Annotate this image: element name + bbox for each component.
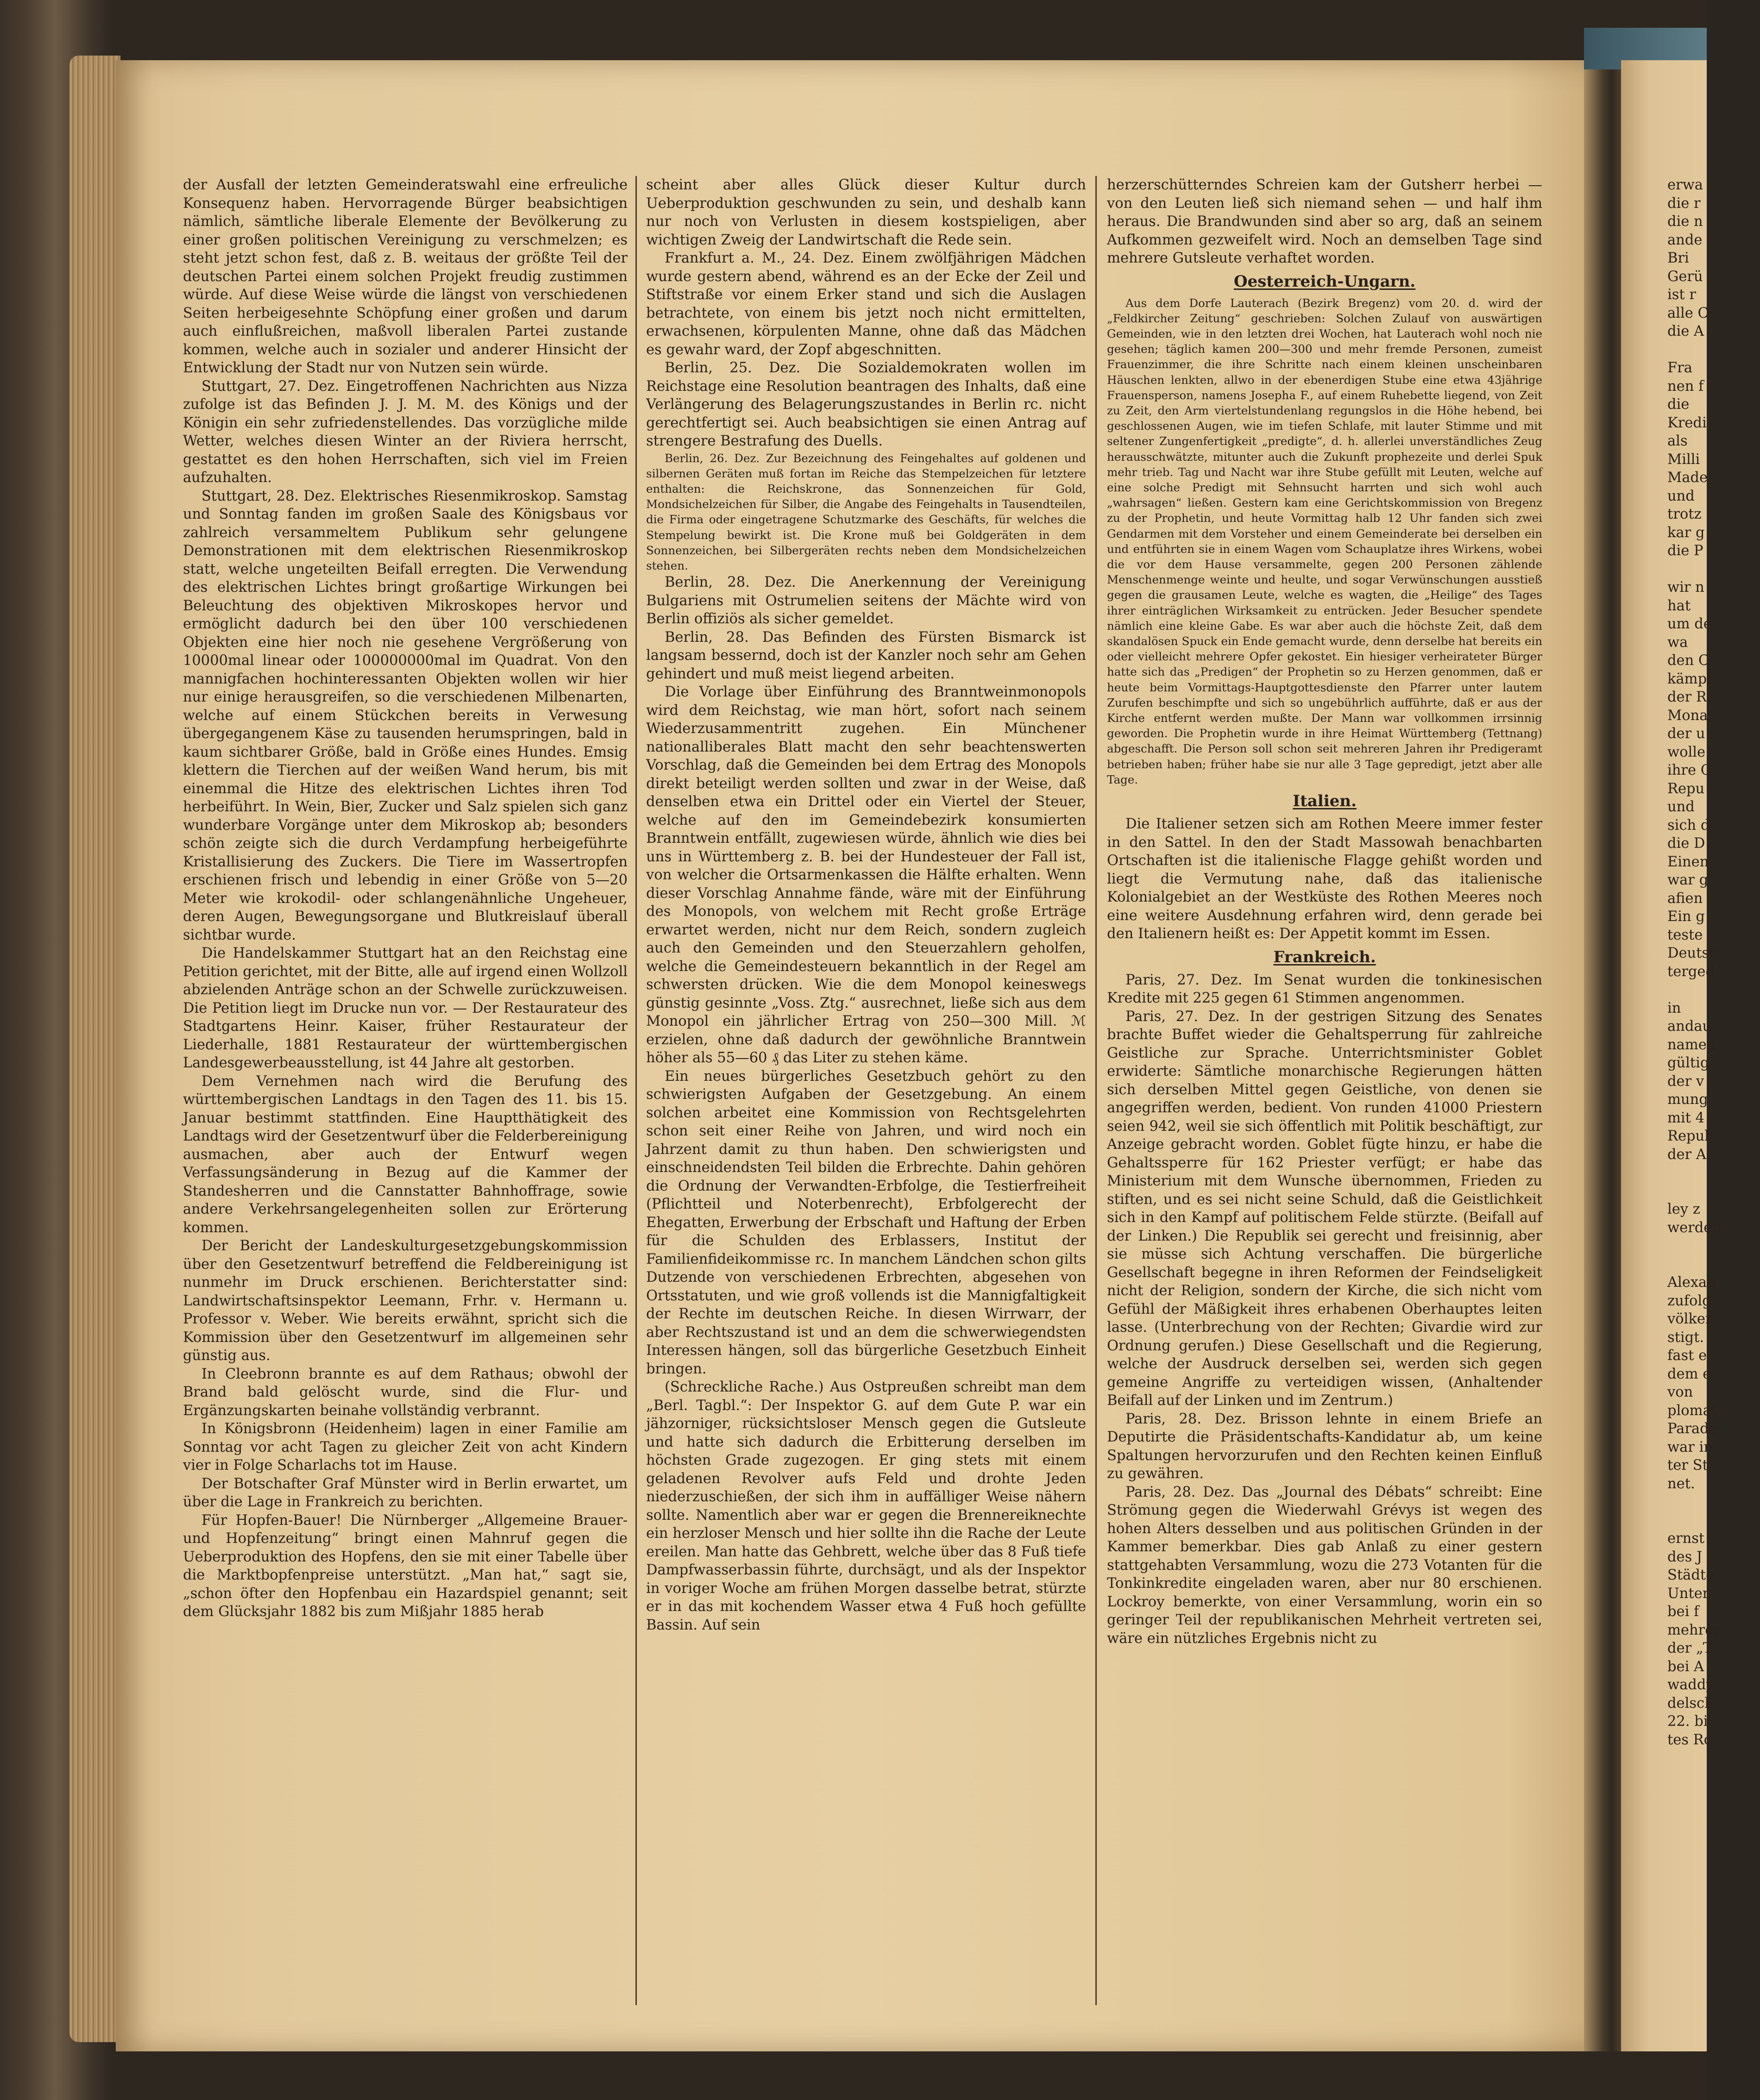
facing-page-line: fast e	[1667, 1348, 1707, 1364]
facing-page-line	[1667, 981, 1760, 999]
article-paragraph: Die Vorlage über Einführung des Branntweinmonopols wird dem Reichstag, wie man hört, sofort nach seinem Wiederzusammentritt zugehen. Ein Münchener nationalliberales Blatt macht den sehr beachtenswerten Vorschlag, daß die Gemeinden bei dem Ertrag des Monopols direkt beteiligt werden sollten und zwar in der Weise, daß denselben etwa ein Drittel oder ein Viertel der Steuer, welche auf den im Gemeindebezirk konsumierten Branntwein entfällt, zugewiesen würde, ähnlich wie dies bei uns in Württemberg z. B. bei der Hundesteuer der Fall ist, von welcher die Ortsarmenkassen die Hälfte erhalten. Wenn dieser Vorschlag Annahme fände, wäre mit der Einführung des Monopols, von welchem mit Recht große Erträge erwartet werden, nicht nur dem Reich, sondern zugleich auch den Gemeinden und den Steuerzahlern geholfen, welche die Gemeindesteuern bekanntlich in der Regel am schwersten drücken. Wie die dem Monopol keineswegs günstig gesinnte „Voss. Ztg.“ ausrechnet, ließe sich aus dem Monopol ein jährlicher Ertrag von 250—300 Mill. ℳ erzielen, ohne daß dadurch der gewöhnliche Branntwein höher als 55—60 ₰ das Liter zu stehen käme.	[646, 684, 1086, 1066]
facing-page-line: dem e	[1667, 1366, 1711, 1382]
facing-page-line: war g	[1667, 872, 1709, 888]
article-paragraph: Berlin, 26. Dez. Zur Bezeichnung des Feingehaltes auf goldenen und silbernen Geräten muß fortan im Reiche das Stempelzeichen für letztere enthalten: die Reichskrone, das Sonnenzeichen für Gold, Mondsichelzeichen für Silber, die Angabe des Feingehalts in Tausendteilen, die Firma oder eingetragene Schutzmarke des Geschäfts, für welches die Stempelung bewirkt ist. Die Krone muß bei Goldgeräten in dem Sonnenzeichen, bei Silbergeräten rechts neben dem Mondsichelzeichen stehen.	[646, 451, 1086, 572]
facing-page-line: der u	[1667, 726, 1705, 742]
article-paragraph: Berlin, 28. Dez. Die Anerkennung der Vereinigung Bulgariens mit Ostrumelien seitens der Mächte wird von Berlin offiziös als sicher gemeldet.	[646, 574, 1086, 627]
facing-page-line: nen f	[1667, 378, 1704, 395]
facing-page-line	[1667, 341, 1760, 359]
facing-page-line: delsch	[1667, 1695, 1714, 1711]
article-paragraph: Die Italiener setzen sich am Rothen Meere immer fester in den Sattel. In den der Stadt Massowah benachbarten Ortschaften ist die italienische Flagge gehißt worden und liegt die Vermutung nahe, daß das italienische Kolonialgebiet an der Westküste des Rothen Meeres noch eine weitere Ausdehnung erfahren wird, denn gerade bei den Italienern heißt es: Der Appetit kommt im Essen.	[1107, 816, 1542, 942]
article-paragraph: Paris, 28. Dez. Brisson lehnte in einem Briefe an Deputirte die Präsidentschafts-Kandidatur ab, um keine Spaltungen hervorzurufen und den Rechten keinen Einfluß zu gewähren.	[1107, 1410, 1542, 1482]
facing-page-line: tes Ro	[1667, 1731, 1712, 1748]
article-paragraph: Die Handelskammer Stuttgart hat an den Reichstag eine Petition gerichtet, mit der Bitte, alle auf irgend einen Wollzoll abzielenden Anträge schon an der Schwelle zurückzuweisen. Die Petition liegt im Drucke nun vor. — Der Restaurateur des Stadtgartens Heinr. Kaiser, früher Restaurateur der Liederhalle, 1881 Restaurateur der württembergischen Landesgewerbeausstellung, ist 44 Jahre alt gestorben.	[183, 945, 628, 1071]
facing-page-line: ernst	[1667, 1530, 1705, 1547]
facing-page-line: ihre C	[1667, 762, 1712, 778]
facing-page-line: als	[1667, 433, 1688, 449]
article-paragraph: Dem Vernehmen nach wird die Berufung des württembergischen Landtags in den Tagen des 11. bis 15. Januar bestimmt stattfinden. Eine Hauptthätigkeit des Landtags wird der Gesetzentwurf über die Felderbereinigung ausmachen, aber auch der Entwurf wegen Verfassungsänderung in Bezug auf die Kammer der Standesherren und die Cannstatter Bahnhoffrage, sowie andere Verkehrsangelegenheiten sollen zur Erörterung kommen.	[183, 1073, 628, 1236]
facing-page-line: mung.	[1667, 1091, 1713, 1108]
facing-page-line: afien	[1667, 890, 1703, 907]
facing-page-line: waddy	[1667, 1677, 1714, 1693]
facing-page-text	[1667, 176, 1760, 1749]
facing-page-line: zufolg	[1667, 1292, 1711, 1309]
facing-page-line	[1667, 1255, 1760, 1274]
facing-page-line: Städte	[1667, 1567, 1715, 1583]
facing-page-line: war in	[1667, 1439, 1713, 1455]
facing-page-line: plomat	[1667, 1402, 1717, 1419]
facing-page-line: der v	[1667, 1073, 1704, 1090]
facing-page-line: der A	[1667, 1146, 1706, 1163]
facing-page-line: die A	[1667, 323, 1704, 339]
article-paragraph: Frankfurt a. M., 24. Dez. Einem zwölfjährigen Mädchen wurde gestern abend, während es an der Ecke der Zeil und Stiftstraße vor einem Erker stand und sich die Auslagen betrachtete, von einem bis jetzt noch nicht ermittelten, erwachsenen, körpulenten Manne, ohne daß das Mädchen es gewahr ward, der Zopf abgeschnitten.	[646, 250, 1086, 358]
facing-page-line	[1667, 560, 1760, 579]
facing-page-line: Fra	[1667, 360, 1692, 376]
facing-page-line: der „T	[1667, 1640, 1712, 1656]
article-paragraph: In Cleebronn brannte es auf dem Rathaus; obwohl der Brand bald gelöscht wurde, sind die Flur- und Ergänzungskarten beinahe vollständig verbrannt.	[183, 1366, 628, 1419]
facing-page-line: bei A	[1667, 1658, 1704, 1675]
article-paragraph: Stuttgart, 28. Dez. Elektrisches Riesenmikroskop. Samstag und Sonntag fanden im großen Saale des Königsbaus vor zahlreich versammeltem Publikum sehr gelungene Demonstrationen mit dem elektrischen Riesenmikroskop statt, welche ungeteilten Beifall erregten. Die Verwendung des elektrischen Lichtes bringt großartige Wirkungen bei Beleuchtung des objektiven Mikroskopes hervor und ermöglicht dadurch bei den über 100 verschiedenen Objekten eine hier noch nie gesehene Vergrößerung von 10000mal linear oder 100000000mal im Quadrat. Von den mannigfachen hochinteressanten Objekten wollen wir hier nur einige herausgreifen, so die verschiedenen Milbenarten, welche auf einem Stückchen bereits in Verwesung übergegangenem Käse zu tausenden herumspringen, bald in kaum sichtbarer Größe, bald in Größe eines Hundes. Emsig klettern die Tierchen auf der weißen Wand herum, bis mit einemmal die Hitze des elektrischen Lichtes ihren Tod herbeiführt. In Wein, Bier, Zucker und Salz spielen sich ganz wunderbare Vorgänge unter dem Mikroskop ab; besonders schön zeigte sich die durch Verdampfung herbeigeführte Kristallisierung des Zuckers. Die Tiere im Wassertropfen erschienen frisch und lebendig in einer Größe von 5—20 Meter wie krokodil- oder schlangenähnliche Ungeheuer, deren Augen, Bewegungsorgane und Blutkreislauf überall sichtbar wurde.	[183, 488, 628, 943]
facing-page-line: Mona	[1667, 707, 1708, 724]
article-paragraph: Paris, 27. Dez. Im Senat wurden die tonkinesischen Kredite mit 225 gegen 61 Stimmen angenommen.	[1107, 972, 1542, 1006]
facing-page-line: teste	[1667, 927, 1703, 943]
facing-page-line: ist r	[1667, 287, 1696, 303]
facing-page-line: des J	[1667, 1548, 1703, 1565]
article-paragraph: In Königsbronn (Heidenheim) lagen in einer Familie am Sonntag vor acht Tagen zu gleicher Zeit von acht Kindern vier in Folge Scharlachs tot im Hause.	[183, 1421, 628, 1473]
facing-page-line: andau	[1667, 1018, 1712, 1034]
column-2	[646, 176, 1086, 2010]
facing-page-line: trotz	[1667, 506, 1702, 522]
facing-page-line: sich d	[1667, 817, 1710, 834]
facing-page-line: stigt.	[1667, 1329, 1704, 1346]
article-paragraph: Für Hopfen-Bauer! Die Nürnberger „Allgemeine Brauer- und Hopfenzeitung“ bringt einen Mahnruf gegen die Ueberproduktion des Hopfens, den sie mit einer Tabelle über die Marktbopfenpreise unterstützt. „Man hat,“ sagt sie, „schon öfter den Hopfenbau ein Hazardspiel genannt; seit dem Glücksjahr 1882 bis zum Mißjahr 1885 herab	[183, 1512, 628, 1620]
facing-page-line	[1667, 1164, 1760, 1182]
article-paragraph: Der Botschafter Graf Münster wird in Berlin erwartet, um über die Lage in Frankreich zu berichten.	[183, 1475, 628, 1510]
article-paragraph: scheint aber alles Glück dieser Kultur durch Ueberproduktion geschwunden zu sein, und deshalb kann nur noch von Verlusten in diesem kostspieligen, aber wichtigen Zweig der Landwirtschaft die Rede sein.	[646, 177, 1086, 248]
facing-page-line	[1667, 1493, 1760, 1511]
facing-page-line: Deutsc	[1667, 945, 1717, 961]
facing-page-line: die n	[1667, 213, 1703, 230]
facing-page-line: die	[1667, 396, 1690, 413]
facing-page-line	[1667, 1511, 1760, 1530]
facing-page-line: mehrer	[1667, 1622, 1720, 1638]
article-paragraph: Paris, 27. Dez. In der gestrigen Sitzung des Senates brachte Buffet wieder die Gehaltsperrung für zahlreiche Geistliche zur Sprache. Unterrichtsminister Goblet erwiderte: Sämtliche monarchische Regierungen hätten sich derselben Mittel gegen Geistliche, von denen sie angegriffen werden, bedient. Von runden 41000 Priestern seien 942, weil sie sich öffentlich mit Politik beschäftigt, zur Anzeige gebracht worden. Goblet fügte hinzu, er habe die Gehaltssperre für 162 Priester verfügt; er habe das Ministerium mit dem Wunsche übernommen, Frieden zu stiften, und es sei nicht seine Schuld, daß die Geistlichkeit sich in den Kampf auf politischem Felde stürzte. (Beifall auf der Linken.) Die Republik sei gerecht und freisinnig, aber sie müsse sich Achtung verschaffen. Die bürgerliche Gesellschaft begegne in ihren Reformen der Feindseligkeit nicht der Religion, sondern der Kirche, die sich nicht vom Gefühl der Mäßigkeit ihres erhabenen Oberhauptes leiten lasse. (Unterbrechung von der Rechten; Givardie wird zur Ordnung gerufen.) Diese Gesellschaft und die Regierung, welche der Ausdruck derselben sei, werden sich gegen gemeine Angriffe zu verteidigen wissen, (Anhaltender Beifall auf der Linken und im Zentrum.)	[1107, 1008, 1542, 1409]
facing-page-line: bei f	[1667, 1604, 1699, 1620]
article-paragraph: (Schreckliche Rache.) Aus Ostpreußen schreibt man dem „Berl. Tagbl.“: Der Inspektor G. auf dem Gute P. war ein jähzorniger, rücksichtsloser Mensch gegen die Gutsleute und hatte sich dadurch die Erbitterung derselben im höchsten Grade zugezogen. Er ging stets mit einem geladenen Revolver aufs Feld und drohte Jeden niederzuschießen, der sich ihm in auffälliger Weise nähern sollte. Namentlich aber war er gegen die Brennereiknechte ein herzloser Mensch und hier sollte ihn die Rache der Leute ereilen. Man hatte das Gehbrett, welche über das 8 Fuß tiefe Dampfwasserbassin führte, durchsägt, und als der Inspektor in voriger Woche am frühen Morgen dasselbe betrat, stürzte er in das mit kochendem Wasser etwa 4 Fuß hoch gefüllte Bassin. Auf sein	[646, 1379, 1086, 1633]
facing-page-line: ley z	[1667, 1201, 1700, 1217]
facing-page-line: ande	[1667, 232, 1703, 248]
facing-page	[1621, 60, 1721, 2051]
article-paragraph: Stuttgart, 27. Dez. Eingetroffenen Nachrichten aus Nizza zufolge ist das Befinden J. J. M. M. des Königs und der Königin ein sehr zufriedenstellendes. Das vorzügliche milde Wetter, welches diesen Winter an der Riviera herrscht, gestattet es den hohen Herrschaften, sich viel im Freien aufzuhalten.	[183, 378, 628, 486]
article-paragraph: herzerschütterndes Schreien kam der Gutsherr herbei — von den Leuten ließ sich niemand sehen — und half ihm heraus. Die Brandwunden sind aber so arg, daß an seinem Aufkommen gezweifelt wird. Noch an demselben Tage sind mehrere Gutsleute verhaftet worden.	[1107, 177, 1542, 266]
facing-page-line: Bri	[1667, 250, 1689, 266]
facing-page-line: Made	[1667, 470, 1708, 486]
article-paragraph: der Ausfall der letzten Gemeinderatswahl eine erfreuliche Konsequenz haben. Hervorragende Bürger beabsichtigen nämlich, sämtliche liberale Elemente der Bevölkerung zu einer großen politischen Vereinigung zu verschmelzen; es steht jetzt schon fest, daß z. B. weitaus der größte Teil der deutschen Partei einem solchen Projekt freudig zustimmen würde. Auf diese Weise würde die längst von verschiedenen Seiten herbeigesehnte Schöpfung einer großen und darum auch einflußreichen, maßvoll liberalen Partei zustande kommen, welche auch in sozialer und anderer Hinsicht der Entwicklung der Stadt nur von Nutzen sein würde.	[183, 177, 628, 376]
page-edges	[69, 56, 120, 2042]
facing-page-line: alle C	[1667, 305, 1709, 321]
facing-page-line: ter St	[1667, 1457, 1708, 1473]
article-paragraph: Der Bericht der Landeskulturgesetzgebungskommission über den Gesetzentwurf betreffend die Feldbereinigung ist nunmehr im Druck erschienen. Berichterstatter sind: Landwirtschaftsinspektor Leemann, Frhr. v. Hermann u. Professor v. Weber. Wie bereits erwähnt, spricht sich die Kommission über den Gesetzentwurf im allgemeinen sehr günstig aus.	[183, 1238, 628, 1364]
facing-page-line: erwa	[1667, 177, 1703, 193]
facing-page-line: Unter	[1667, 1585, 1710, 1602]
article-paragraph: Paris, 28. Dez. Das „Journal des Débats“ schreibt: Eine Strömung gegen die Wiederwahl Grévys ist wegen des hohen Alters desselben und aus politischen Gründen in der Kammer bemerkbar. Dies gab Anlaß zu einer gestern stattgehabten Versammlung, wozu die 273 Votanten für die Tonkinkredite eingeladen waren, aber nur 80 erschienen. Lockroy bemerkte, von einer Versammlung, worin ein so geringer Teil der republikanischen Mehrheit vertreten sei, wäre ein nützliches Ergebnis nicht zu	[1107, 1484, 1542, 1647]
facing-page-line: Einen	[1667, 853, 1709, 870]
facing-page-line: Milli	[1667, 451, 1700, 468]
facing-page-line: Ein g	[1667, 909, 1705, 925]
facing-page-line: 22. bi	[1667, 1713, 1708, 1730]
column-3	[1107, 176, 1542, 2010]
facing-page-line: den C	[1667, 652, 1710, 669]
facing-page-line: kar g	[1667, 524, 1705, 541]
facing-page-line: namen	[1667, 1036, 1716, 1053]
facing-page-line: der R	[1667, 689, 1707, 705]
facing-page-line: von	[1667, 1384, 1693, 1400]
facing-page-line: wir n	[1667, 579, 1704, 596]
facing-page-line: werden	[1667, 1219, 1721, 1236]
facing-page-line: Repub	[1667, 1128, 1714, 1144]
column-rule	[635, 176, 637, 2005]
column-rule	[1095, 176, 1097, 2005]
facing-page-line: die D	[1667, 835, 1705, 852]
facing-page-line: und	[1667, 799, 1695, 815]
facing-page-line: wolle	[1667, 744, 1706, 760]
section-heading: Oesterreich-Ungarn.	[1233, 272, 1416, 291]
column-1	[183, 176, 628, 2010]
facing-page-line: Repu	[1667, 780, 1705, 797]
facing-page-line: terged	[1667, 963, 1715, 980]
section-heading: Frankreich.	[1273, 947, 1376, 966]
facing-page-line: Alexan	[1667, 1274, 1716, 1291]
article-paragraph: Berlin, 28. Das Befinden des Fürsten Bismarck ist langsam bessernd, doch ist der Kanzler noch sehr am Gehen gehindert und muß meist liegend arbeiten.	[646, 629, 1086, 682]
article-paragraph: Ein neues bürgerliches Gesetzbuch gehört zu den schwierigsten Aufgaben der Gesetzgebung. An einem solchen arbeitet eine Kommission von Rechtsgelehrten schon seit einer Reihe von Jahren, und wird noch ein Jahrzent damit zu thun haben. Den schwierigsten und einschneidendsten Teil bilden die Erbrechte. Dahin gehören die Ordnung der Verwandten-Erbfolge, die Testierfreiheit (Pflichtteil und Noterbenrecht), Erbfolgerecht der Ehegatten, Erwerbung der Erbschaft und Haftung der Erben für die Schulden des Erblassers, Institut der Familienfideikommisse rc. In manchem Ländchen schon gilts Dutzende von verschiedenen Erbrechten, abgesehen von Ortsstatuten, und wie groß vollends ist die Mannigfaltigkeit der Rechte im deutschen Reiche. In diesen Wirrwarr, der aber Rechtszustand ist und an dem die schwerwiegendsten Interessen hängen, soll das bürgerliche Gesetzbuch Einheit bringen.	[646, 1068, 1086, 1377]
facing-page-line: kämpf	[1667, 671, 1712, 687]
facing-page-line: hat	[1667, 597, 1691, 614]
facing-page-line: Gerü	[1667, 268, 1703, 285]
facing-page-line: die r	[1667, 195, 1701, 212]
facing-page-line: in	[1667, 1000, 1681, 1016]
facing-page-line: und	[1667, 488, 1695, 504]
facing-page-line: gültig	[1667, 1055, 1710, 1071]
facing-page-line: die P	[1667, 543, 1703, 559]
facing-page-line: net.	[1667, 1475, 1695, 1492]
facing-page-line: wa	[1667, 634, 1688, 651]
facing-page-line: um de	[1667, 616, 1712, 632]
facing-page-line: völker	[1667, 1311, 1712, 1327]
facing-page-line: mit 4	[1667, 1110, 1705, 1126]
section-heading: Italien.	[1293, 792, 1357, 810]
facing-page-line: Kredi	[1667, 414, 1707, 431]
article-paragraph: Berlin, 25. Dez. Die Sozialdemokraten wollen im Reichstage eine Resolution beantragen des Inhalts, daß eine Verlängerung des Belagerungszustandes in Berlin rc. nicht gerechtfertigt sei. Auch beabsichtigen sie einen Antrag auf strengere Bestrafung des Duells.	[646, 360, 1086, 449]
facing-page-line	[1667, 1182, 1760, 1201]
facing-page-line: Parade	[1667, 1421, 1717, 1437]
book-gutter	[1584, 60, 1626, 2051]
article-paragraph: Aus dem Dorfe Lauterach (Bezirk Bregenz) vom 20. d. wird der „Feldkircher Zeitung“ geschrieben: Solchen Zulauf von auswärtigen Gemeinden, wie in den letzten drei Wochen, hat Lauterach wohl noch nie gesehen; täglich kamen 200—300 und mehr fremde Personen, zumeist Frauenzimmer, die ihre Schritte nach einem kleinen unscheinbaren Häuschen lenkten, allwo in der ebenerdigen Stube eine etwa 43jährige Frauensperson, namens Josepha F., auf einem Ruhebette liegend, von Zeit zu Zeit, den Arm viertelstundenlang regungslos in die Höhe hebend, bei geschlossenen Augen, wie im tiefen Schlafe, mit lauter Stimme und mit seltener Zungenfertigkeit „predigte“, d. h. allerlei unverständliches Zeug herausschwätzte, mitunter auch die Zukunft prophezeite und derlei Spuk mehr trieb. Tag und Nacht war ihre Stube gefüllt mit Leuten, welche auf eine solche Predigt mit Sehnsucht harrten und sich wohl auch „wahrsagen“ ließen. Gestern kam eine Gerichtskommission von Bregenz zu der Prophetin, und heute Vormittag halb 12 Uhr fanden sich zwei Gendarmen mit dem Vorsteher und einem Gemeinderate bei derselben ein und entführten sie in einem Wagen vom Schauplatze ihres Wirkens, wobei die vor dem Hause versammelte, gegen 200 Personen zählende Menschenmenge weinte und heulte, und sogar Verwünschungen ausstieß gegen die grausamen Leute, welche es wagten, die „Heilige“ des Tages ihrer einträglichen Wirksamkeit zu entrücken. Jeder Besucher spendete nämlich eine kleine Gabe. Es war aber auch die höchste Zeit, daß dem skandalösen Spuck ein Ende gemacht wurde, denn derselbe hat bereits ein oder vielleicht mehrere Opfer gekostet. Ein hiesiger verheirateter Bürger hatte sich das „Predigen“ der Prophetin so zu Herzen genommen, daß er heute beim Vormittags-Hauptgottesdienste den Pfarrer unter lautem Zurufen beschimpfte und sich so ungebührlich aufführte, daß er aus der Kirche entfernt werden mußte. Der Mann war vollkommen irrsinnig geworden. Die Prophetin wurde in ihre Heimat Württemberg (Tettnang) abgeschafft. Die Person soll schon seit mehreren Jahren ihr Predigeramt betrieben haben; früher habe sie nur alle 3 Tage gepredigt, jetzt aber alle Tage.	[1107, 296, 1542, 786]
facing-page-line	[1667, 1237, 1760, 1255]
